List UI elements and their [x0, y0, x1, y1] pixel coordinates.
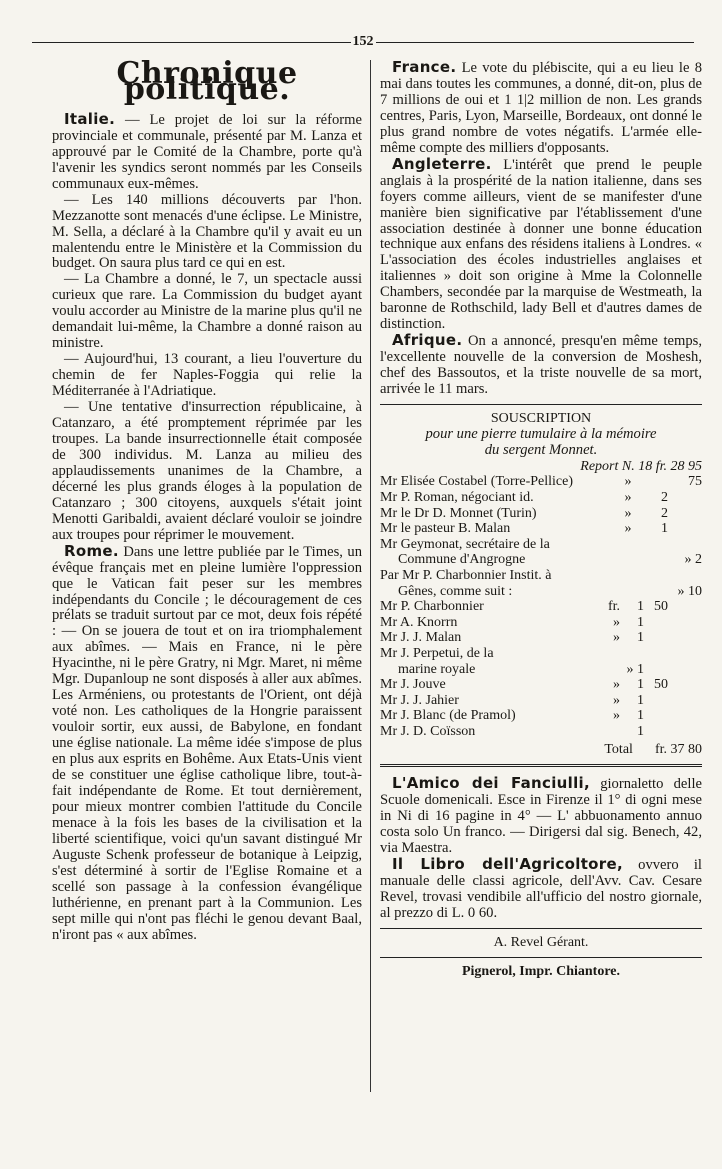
afrique-text: On a annoncé, presqu'en même temps, l'excellente nouvelle de la conversion de Moshesh, chef des Bassoutos, et la triste nouvelle de sa mort, arrivée le 11 mars. — [380, 333, 702, 398]
afrique-paragraph — [380, 333, 702, 398]
page-number: 152 — [352, 34, 374, 49]
list-item — [380, 584, 702, 600]
donor-amount: 1 — [637, 723, 644, 739]
donor-amount: 2 — [661, 490, 668, 506]
amount-separator: » — [624, 521, 632, 537]
list-item — [380, 677, 702, 693]
separator-rule-3 — [380, 957, 702, 958]
donor-name-cont: marine royale — [398, 661, 476, 677]
amount-separator: » — [613, 630, 620, 646]
donor-amount: 1 — [637, 692, 644, 708]
donor-name: Mr J. J. Jahier — [380, 692, 459, 708]
amico-text: giornaletto delle Scuole domenicali. Esce in Firenze il 1° di ogni mese in Ni di 16 pagine in 4° — L' abbuonamento annuo costa solo Un franco. — Dirigersi dal sig. Benech, 42, via Maestra. — [380, 776, 702, 856]
libro-text: ovvero il manuale delle classi agricole, dell'Avv. Cav. Cesare Revel, trovasi vendibile all'ufficio del nostro giornale, al prezzo di L. 0 60. — [380, 856, 702, 921]
header-rule-right — [376, 42, 695, 43]
libro-heading: Il Libro dell'Agricoltore, — [392, 854, 623, 873]
donor-cents: 50 — [654, 677, 668, 693]
angleterre-heading: Angleterre. — [392, 154, 492, 173]
donor-name: Mr J. Perpetui, de la — [380, 646, 494, 661]
list-item — [380, 537, 702, 553]
libro-paragraph — [380, 854, 702, 922]
donor-amount: 1 — [637, 677, 644, 693]
donor-name: Mr J. J. Malan — [380, 630, 462, 646]
france-text: Le vote du plébiscite, qui a eu lieu le 8 mai dans toutes les communes, a donné, dit-on, plus de 7 millions de oui et 1 1|2 million de non. Les grands centres, Paris, Lyon, Marseille, Bordeaux, ont donné le plus grand nombre de votes négatifs. L'armée elle-même compte des milliers d'opposants. — [380, 60, 702, 156]
rome-heading: Rome. — [64, 541, 119, 560]
donor-name: Mr le Dr D. Monnet (Turin) — [380, 505, 537, 521]
list-item — [380, 474, 702, 490]
souscription-caption-2: du sergent Monnet. — [484, 441, 598, 458]
donor-name: Mr Geymonat, secrétaire de la — [380, 536, 550, 552]
donor-name: Mr J. Jouve — [380, 677, 446, 693]
total-label: Total — [604, 741, 633, 757]
donor-amount: » 10 — [677, 583, 702, 599]
italie-text-1: — Le projet de loi sur la réforme provinciale et communale, présenté par M. Lanza et approuvé par le Comité de la Chambre, porte qu'à l'avenir les syndics seront nommés par les Conseils communaux eux-mêmes. — [52, 111, 362, 192]
rome-text: Dans une lettre publiée par le Times, un évêque français met en pleine lumière l'oppression que le Vatican fait peser sur les membres indépendants du Concile ; le découragement de ces prélats se traduit surtout par ce mot, deux fois répété : — On se jouera de tout et on ira triomphalement aux abîmes. — Mais en France, ni le père Hyacinthe, ni le père Gratry, ni Mgr. Maret, ni même Mgr. Dupanloup ne sont disposés à aller aux abîmes. Les Arméniens, ou protestants de l'Orient, ont déjà voté non. Les catholiques de la Hongrie paraissent vouloir sortir, eux aussi, de Babylone, en fondant une église nationale. La même idée s'impose de plus en plus aux esprits en Bohême. Aux Etats-Unis vient de se constituer une église catholique libre, tout-à-fait indépendante de Rome. Et tout dernièrement, pour mieux montrer combien l'attitude du Concile menace à la fois les bases de la civilisation et la liberté scientifique, voici qu'un savant distingué Mr Auguste Schenk professeur de botanique à Leipzig, s'est déterminé à sortir de l'Eglise Romaine et a scellé son passage à la confession évangélique luthérienne, en prenant part à la Communion. Les sept mille qui n'ont pas fléchi le genou devant Baal, n'iront pas « aux abîmes. — [52, 543, 362, 943]
amico-paragraph — [380, 776, 702, 857]
separator-double-rule — [380, 764, 702, 769]
list-item — [380, 662, 702, 678]
italie-paragraph-3: — La Chambre a donné, le 7, un spectacle aussi curieux que rare. La Commission du budget ayant voulu accorder au Ministre de la marine plus qu'il ne demandait lui-même, la Chambre a donné raison au ministre. — [52, 271, 362, 352]
italie-paragraph-2: — Les 140 millions découverts par l'hon. Mezzanotte sont menacés d'une éclipse. Le Ministre, M. Sella, a déclaré à la Chambre qu'il y avait eu un malentendu entre le Ministère et la Commission du budget. On saura plus tard ce qui en est. — [52, 191, 362, 272]
list-item — [380, 506, 702, 522]
section-title: Chronique politique. — [116, 56, 298, 107]
amount-separator: » — [613, 677, 620, 693]
gerant-line: A. Revel Gérant. — [493, 934, 589, 950]
amount-separator: » — [624, 474, 632, 490]
list-item — [380, 693, 702, 709]
list-item — [380, 521, 702, 537]
amount-separator: » — [613, 692, 620, 708]
italie-heading: Italie. — [64, 109, 116, 128]
total-value: fr. 37 80 — [654, 741, 702, 757]
italie-paragraph-1 — [52, 109, 362, 193]
rome-paragraph — [52, 541, 362, 944]
donor-name: Mr A. Knorrn — [380, 614, 458, 630]
donor-name: Mr le pasteur B. Malan — [380, 521, 511, 537]
donor-cents: 50 — [654, 599, 668, 615]
donor-name: Mr P. Charbonnier — [380, 599, 484, 615]
france-heading: France. — [392, 58, 457, 76]
left-column — [52, 56, 362, 943]
list-item — [380, 708, 702, 724]
donor-cents: 75 — [688, 474, 702, 490]
donor-name: Mr P. Roman, négociant id. — [380, 490, 534, 506]
donor-name: Mr J. Blanc (de Pramol) — [380, 708, 516, 724]
amount-separator: » — [613, 708, 620, 724]
donor-name: Mr Elisée Costabel (Torre-Pellice) — [380, 474, 574, 490]
france-paragraph — [380, 60, 702, 157]
amico-heading: L'Amico dei Fanciulli, — [392, 774, 590, 793]
amount-separator: » — [624, 490, 632, 506]
list-item — [380, 630, 702, 646]
angleterre-text: L'intérêt que prend le peuple anglais à la prospérité de la nation italienne, dans ses foyers comme ailleurs, vient de se manifester d'une manière bien significative par l'établissement d'une association destinée à donner une bonne éducation technique aux enfans des résidens italiens à Londres. « L'association des écoles industrielles anglaises et italiennes » doit son origine à Mme la Colonnelle Chambers, secondée par la marquise de Westmeath, la baronne de Rothschild, lady Bell et d'autres dames de distinction. — [380, 156, 702, 333]
list-item — [380, 599, 702, 615]
page-header — [32, 34, 694, 50]
list-item — [380, 646, 702, 662]
subscription-list — [380, 459, 702, 757]
amount-separator: fr. — [607, 599, 620, 615]
column-divider — [370, 60, 371, 1092]
italie-paragraph-5: — Une tentative d'insurrection républicaine, à Catanzaro, a été promptement réprimée par les troupes. La bande insurrectionnelle était composée de 300 individus. M. Lanza au milieu des applaudissements unanimes de la Chambre, a décerné les plus grands éloges à la population de Catanzaro ; 300 citoyens, auxquels s'était joint Menotti Garibaldi, avaient déclaré vouloir se joindre aux troupes pour réprimer le mouvement. — [52, 399, 362, 543]
total-row — [380, 742, 702, 758]
report-line: Report N. 18 fr. 28 95 — [580, 458, 702, 474]
afrique-heading: Afrique. — [392, 331, 463, 350]
angleterre-paragraph — [380, 154, 702, 333]
amount-separator: » — [613, 614, 620, 630]
list-item — [380, 490, 702, 506]
donor-amount: » 1 — [626, 661, 644, 677]
donor-name-cont: Gênes, comme suit : — [398, 583, 513, 599]
donor-amount: 1 — [637, 708, 644, 724]
italie-paragraph-4: — Aujourd'hui, 13 courant, a lieu l'ouverture du chemin de fer Naples-Foggia qui relie la Méditerranée à l'Adriatique. — [52, 351, 362, 400]
amount-separator: » — [624, 505, 632, 521]
imprint-line: Pignerol, Impr. Chiantore. — [461, 963, 621, 979]
list-item — [380, 615, 702, 631]
souscription-heading: SOUSCRIPTION — [490, 411, 592, 427]
right-column — [380, 60, 702, 980]
donor-amount: 2 — [661, 505, 668, 521]
donor-name: Mr J. D. Coïsson — [380, 723, 476, 739]
list-item — [380, 568, 702, 584]
list-item — [380, 724, 702, 740]
header-rule-left — [32, 42, 351, 43]
donor-amount: 1 — [637, 599, 644, 615]
donor-amount: 1 — [637, 614, 644, 630]
souscription-caption-1: pour une pierre tumulaire à la mémoire — [425, 425, 657, 442]
donor-name: Par Mr P. Charbonnier Instit. à — [380, 568, 552, 584]
separator-rule — [380, 404, 702, 405]
donor-amount: 1 — [661, 521, 668, 537]
donor-name-cont: Commune d'Angrogne — [398, 552, 526, 568]
donor-amount: » 2 — [684, 552, 702, 568]
list-item — [380, 552, 702, 568]
separator-rule-2 — [380, 928, 702, 929]
donor-amount: 1 — [637, 630, 644, 646]
